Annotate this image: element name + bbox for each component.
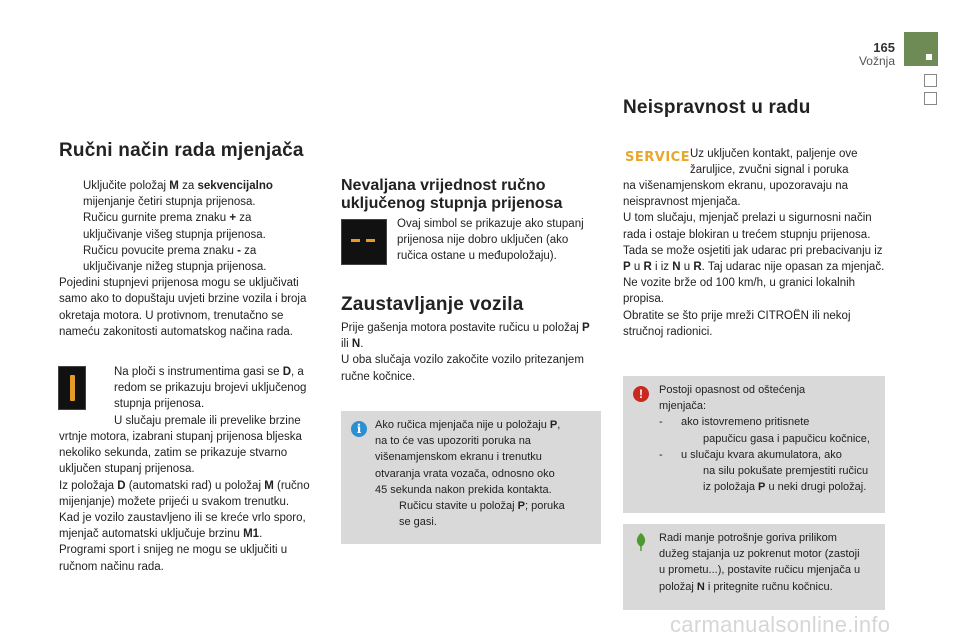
invalid-gear-text: Ovaj simbol se prikazuje ako stupanj prijenosa nije dobro uključen (ako ručica ostane u međupoložaju). <box>397 218 584 263</box>
invalid-gear-title: Nevaljana vrijednost ručno uključenog stupnja prijenosa <box>341 177 563 212</box>
page-marker-icon <box>924 92 937 105</box>
list-item: Ručicu stavite u položaj P; poruka se gasi. <box>399 500 565 529</box>
list-item: Ručicu povucite prema znaku - za uključivanje nižeg stupnja prijenosa. <box>83 244 267 274</box>
gear-fault-icon <box>341 219 387 265</box>
section-tab-icon <box>904 32 938 66</box>
list-item: Ručicu gurnite prema znaku + za uključivanje višeg stupnja prijenosa. <box>83 212 266 241</box>
stopping-title: Zaustavljanje vozila <box>341 294 524 315</box>
eco-note-text: Radi manje potrošnje goriva prilikom dužeg stajanja uz pokrenut motor (zastoji u prometu...), postavite ručicu mjenjača u položaj N i pritegnite ručnu kočnicu. <box>659 532 861 593</box>
info-note-box <box>341 411 601 544</box>
fault-title: Neispravnost u radu <box>623 97 811 118</box>
fault-intro-text: Uz uključen kontakt, paljenje ove žaruljice, zvučni signal i poruka <box>690 148 858 177</box>
stopping-text: Prije gašenja motora postavite ručicu u položaj P ili N. U oba slučaja vozilo zakočite vozilo pritezanjem ručne kočnice. <box>341 322 590 383</box>
eco-leaf-icon <box>634 532 648 552</box>
manual-mode-title: Ručni način rada mjenjača <box>59 140 304 161</box>
eco-note-box <box>623 524 885 610</box>
section-title: Vožnja <box>858 54 895 68</box>
page-marker-icon <box>924 74 937 87</box>
manual-mode-details: vrtnje motora, izabrani stupanj prijenosa bljeska nekoliko sekunda, zatim se prikazuje stvarno uključen stupanj prijenosa. Iz položaja D (automatski rad) u položaj M (ručno mijenjanje) možete prijeći u svakom trenutku. Kad je vozilo zaustavljeno ili se kreće vrlo sporo, mjenjač automatski uključuje brzinu M1. Programi sport i snijeg ne mogu se uključiti u ručnom načinu rada. <box>59 431 310 573</box>
page-number: 165 <box>873 40 895 55</box>
warning-note-box <box>623 376 885 513</box>
manual-mode-paragraph: Pojedini stupnjevi prijenosa mogu se uključivati samo ako to dopuštaju uvjeti brzine vozila i broja okretaja motora. U protivnom, trenutačno se nameću zakonitosti automatskog načina rada. <box>59 277 307 338</box>
watermark: carmanualsonline.info <box>670 612 891 637</box>
list-item: Uključite položaj M za sekvencijalno mijenjanje četiri stupnja prijenosa. <box>83 180 273 209</box>
manual-mode-bullets <box>59 178 321 340</box>
list-item: - ako istovremeno pritisnete papučicu gasa i papučicu kočnice, <box>659 416 870 445</box>
warning-icon: ! <box>633 386 649 402</box>
service-warning-icon: SERVICE <box>625 150 691 165</box>
info-note-text: Ako ručica mjenjača nije u položaju P, na to će vas upozoriti poruka na višenamjenskom ekranu i trenutku otvaranja vrata vozača, odnosno oko 45 sekunda nakon prekida kontakta. Ručicu stavite u položaj P; poruka se gasi. <box>375 417 599 530</box>
list-item: - u slučaju kvara akumulatora, ako na silu pokušate premjestiti ručicu iz položaja P u neki drugi položaj. <box>659 448 869 494</box>
gear-indicator-icon <box>58 366 86 410</box>
warning-note-text: Postoji opasnost od oštećenja mjenjača: - ako istovremeno pritisnete papučicu gasa i papučicu kočnice, - u slučaju kvara akumulatora, ako na silu pokušate premjestiti ručicu iz položaja P u neki drugi položaj. <box>659 382 881 495</box>
info-icon: i <box>351 421 367 437</box>
gear-indicator-text: Na ploči s instrumentima gasi se D, a redom se prikazuju brojevi uključenog stupnja prijenosa. U slučaju premale ili prevelike brzine <box>114 366 307 427</box>
fault-description: na višenamjenskom ekranu, upozoravaju na neispravnost mjenjača. U tom slučaju, mjenjač prelazi u sigurnosni način rada i ostaje blokiran u trećem stupnju prijenosa. Tada se može osjetiti jak udarac pri prebacivanju iz P u R i iz N u R. Taj udarac nije opasan za mjenjač. Ne vozite brže od 100 km/h, u granici lokalnih propisa. Obratite se što prije mreži CITROËN ili nekoj stručnoj radionici. <box>623 180 885 338</box>
